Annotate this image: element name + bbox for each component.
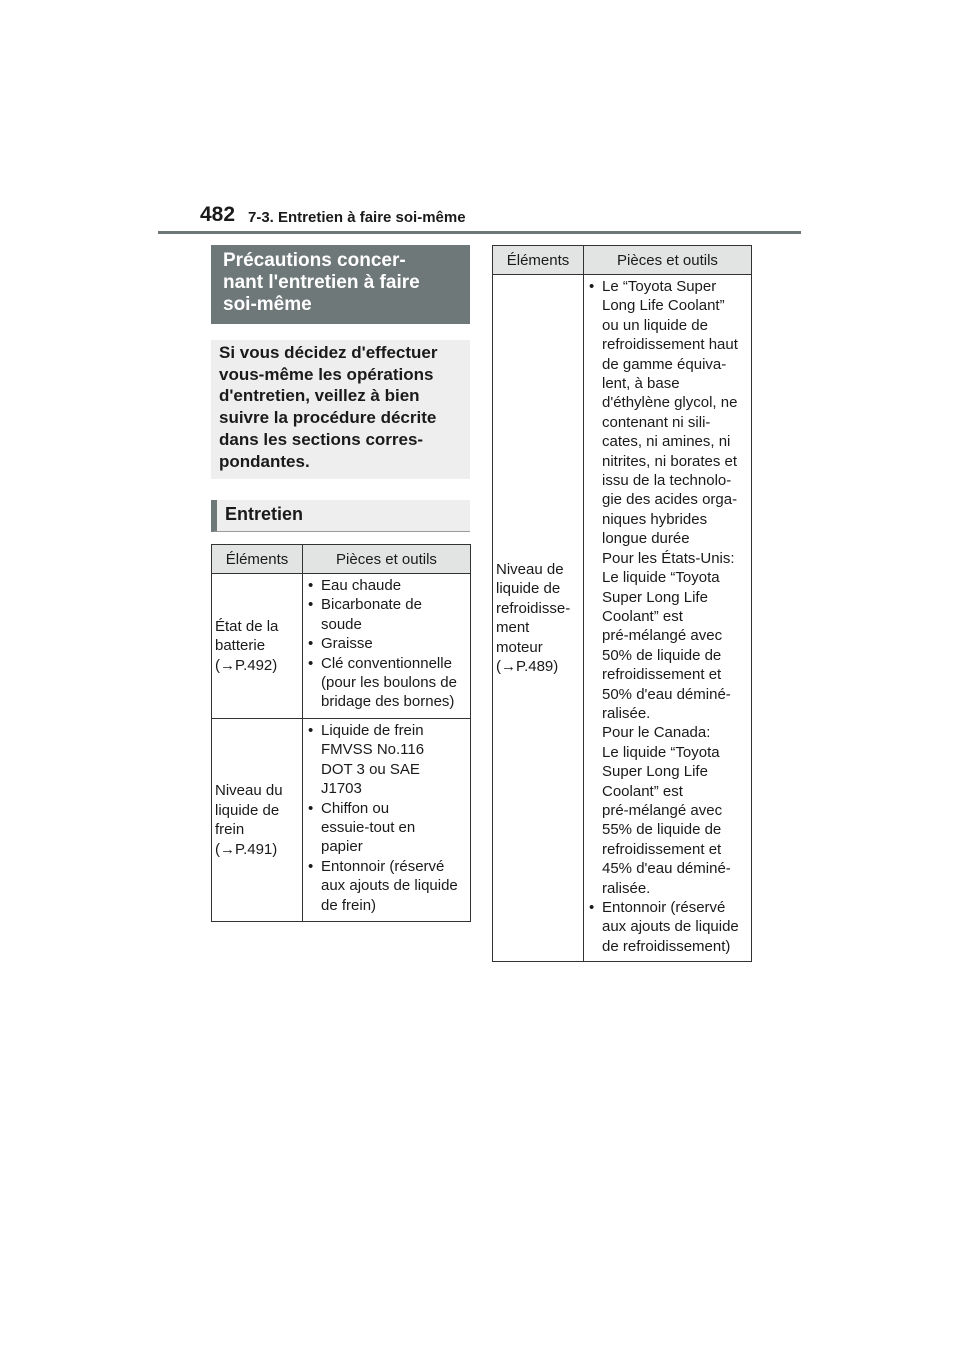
item-line: papier	[321, 838, 363, 856]
item-line: J1703	[321, 780, 362, 798]
item-line: Super Long Life	[602, 588, 708, 606]
element-line: liquide de	[496, 580, 561, 597]
list-item	[308, 799, 470, 857]
item-line: Pour le Canada:	[602, 724, 711, 742]
maintenance-table-2	[492, 245, 752, 962]
item-line: Clé conventionnelle	[321, 654, 452, 672]
element-line: refroidisse-	[496, 599, 571, 617]
item-line: niques hybrides	[602, 510, 708, 528]
intro-line: dans les sections corres-	[219, 429, 424, 449]
element-line: batterie	[215, 637, 266, 655]
parts-cell	[584, 275, 752, 962]
item-line: de frein)	[321, 896, 377, 914]
bullet-icon: •	[308, 722, 314, 739]
item-line: FMVSS No.116	[321, 741, 425, 759]
element-line: frein	[215, 821, 245, 838]
intro-line: suivre la procédure décrite	[219, 408, 437, 428]
item-line: d'éthylène glycol, ne	[602, 394, 738, 412]
page-number: 482	[200, 203, 236, 226]
element-cell	[212, 574, 303, 719]
list-item	[308, 595, 470, 634]
bullet-icon: •	[589, 278, 595, 295]
table-row	[212, 574, 471, 719]
item-line: Chiffon ou	[321, 799, 390, 817]
element-cell	[493, 275, 584, 962]
item-line: Bicarbonate de	[321, 596, 422, 614]
item-line: bridage des bornes)	[321, 693, 455, 711]
item-line: refroidissement et	[602, 840, 722, 858]
list-item	[308, 857, 470, 915]
item-line: aux ajouts de liquide	[602, 918, 739, 936]
list-item	[589, 898, 751, 956]
item-line: aux ajouts de liquide	[321, 877, 458, 895]
item-line: ou un liquide de	[602, 316, 708, 334]
list-item	[308, 576, 470, 595]
item-line: essuie-tout en	[321, 819, 416, 837]
item-line: refroidissement haut	[602, 336, 738, 354]
bullet-icon: •	[308, 654, 314, 672]
table-header-row	[212, 545, 471, 574]
item-line: Long Life Coolant”	[602, 297, 725, 315]
item-line: de refroidissement)	[602, 937, 731, 955]
item-line: Eau chaude	[321, 577, 402, 594]
maintenance-subheading: Entretien	[211, 500, 470, 532]
element-line: (→P.491)	[215, 840, 278, 858]
bullet-icon: •	[308, 577, 314, 594]
item-line: issu de la technolo-	[602, 472, 732, 490]
item-line: Pour les États-Unis:	[602, 549, 735, 567]
item-line: Le “Toyota Super	[602, 278, 717, 295]
table-row	[212, 719, 471, 922]
banner-line: nant l'entretien à faire	[223, 272, 420, 293]
column-header-elements: Éléments	[493, 246, 584, 275]
intro-box	[211, 340, 470, 479]
item-line: (pour les boulons de	[321, 674, 457, 692]
element-line: (→P.492)	[215, 656, 278, 674]
parts-cell	[303, 574, 471, 719]
element-line: Niveau du	[215, 782, 283, 799]
item-line: pré-mélangé avec	[602, 627, 723, 645]
item-line: Le liquide “Toyota	[602, 743, 720, 761]
bullet-icon: •	[308, 799, 314, 817]
item-line: Coolant” est	[602, 607, 683, 625]
element-line: (→P.489)	[496, 658, 559, 675]
item-line: Liquide de frein	[321, 722, 424, 739]
bullet-icon: •	[308, 635, 314, 653]
item-line: 55% de liquide de	[602, 821, 722, 839]
intro-line: d'entretien, veillez à bien	[219, 386, 420, 406]
column-header-elements: Éléments	[212, 545, 303, 574]
item-line: 50% de liquide de	[602, 646, 722, 664]
table-header-row	[493, 246, 752, 275]
item-line: Coolant” est	[602, 782, 683, 800]
intro-line: pondantes.	[219, 451, 310, 471]
item-line: lent, à base	[602, 375, 680, 393]
list-item	[308, 654, 470, 712]
item-line: DOT 3 ou SAE	[321, 760, 420, 778]
item-line: refroidissement et	[602, 666, 722, 684]
element-line: État de la	[215, 617, 279, 635]
list-item	[308, 634, 470, 653]
item-line: Graisse	[321, 635, 373, 653]
item-line: 45% d'eau déminé-	[602, 860, 731, 878]
banner-line: soi-même	[223, 294, 312, 315]
element-line: moteur	[496, 638, 543, 656]
section-title: 7-3. Entretien à faire soi-même	[248, 209, 466, 226]
item-line: Entonnoir (réservé	[602, 899, 726, 916]
list-item	[589, 277, 751, 898]
element-line: liquide de	[215, 801, 280, 819]
item-line: Entonnoir (réservé	[321, 857, 445, 875]
maintenance-table-1	[211, 544, 471, 922]
intro-line: vous-même les opérations	[219, 364, 434, 384]
list-item	[308, 721, 470, 799]
item-line: longue durée	[602, 530, 690, 548]
bullet-icon: •	[308, 596, 314, 614]
item-line: Super Long Life	[602, 763, 708, 781]
item-line: de gamme équiva-	[602, 355, 727, 373]
item-line: 50% d'eau déminé-	[602, 685, 731, 703]
item-line: contenant ni sili-	[602, 413, 711, 431]
item-line: ralisée.	[602, 704, 651, 722]
bullet-icon: •	[589, 899, 595, 916]
precautions-banner	[211, 245, 470, 324]
table-row	[493, 275, 752, 962]
intro-line: Si vous décidez d'effectuer	[219, 343, 438, 362]
parts-cell	[303, 719, 471, 922]
item-line: gie des acides orga-	[602, 491, 738, 509]
item-line: nitrites, ni borates et	[602, 452, 738, 470]
element-cell	[212, 719, 303, 922]
banner-line: Précautions concer-	[223, 250, 406, 271]
column-header-parts: Pièces et outils	[584, 246, 752, 275]
element-line: ment	[496, 619, 530, 636]
header-rule	[158, 231, 801, 234]
item-line: Le liquide “Toyota	[602, 569, 720, 587]
element-line: Niveau de	[496, 560, 564, 578]
bullet-icon: •	[308, 857, 314, 875]
column-header-parts: Pièces et outils	[303, 545, 471, 574]
item-line: soude	[321, 615, 362, 633]
item-line: pré-mélangé avec	[602, 801, 723, 819]
item-line: ralisée.	[602, 879, 651, 897]
item-line: cates, ni amines, ni	[602, 433, 731, 451]
